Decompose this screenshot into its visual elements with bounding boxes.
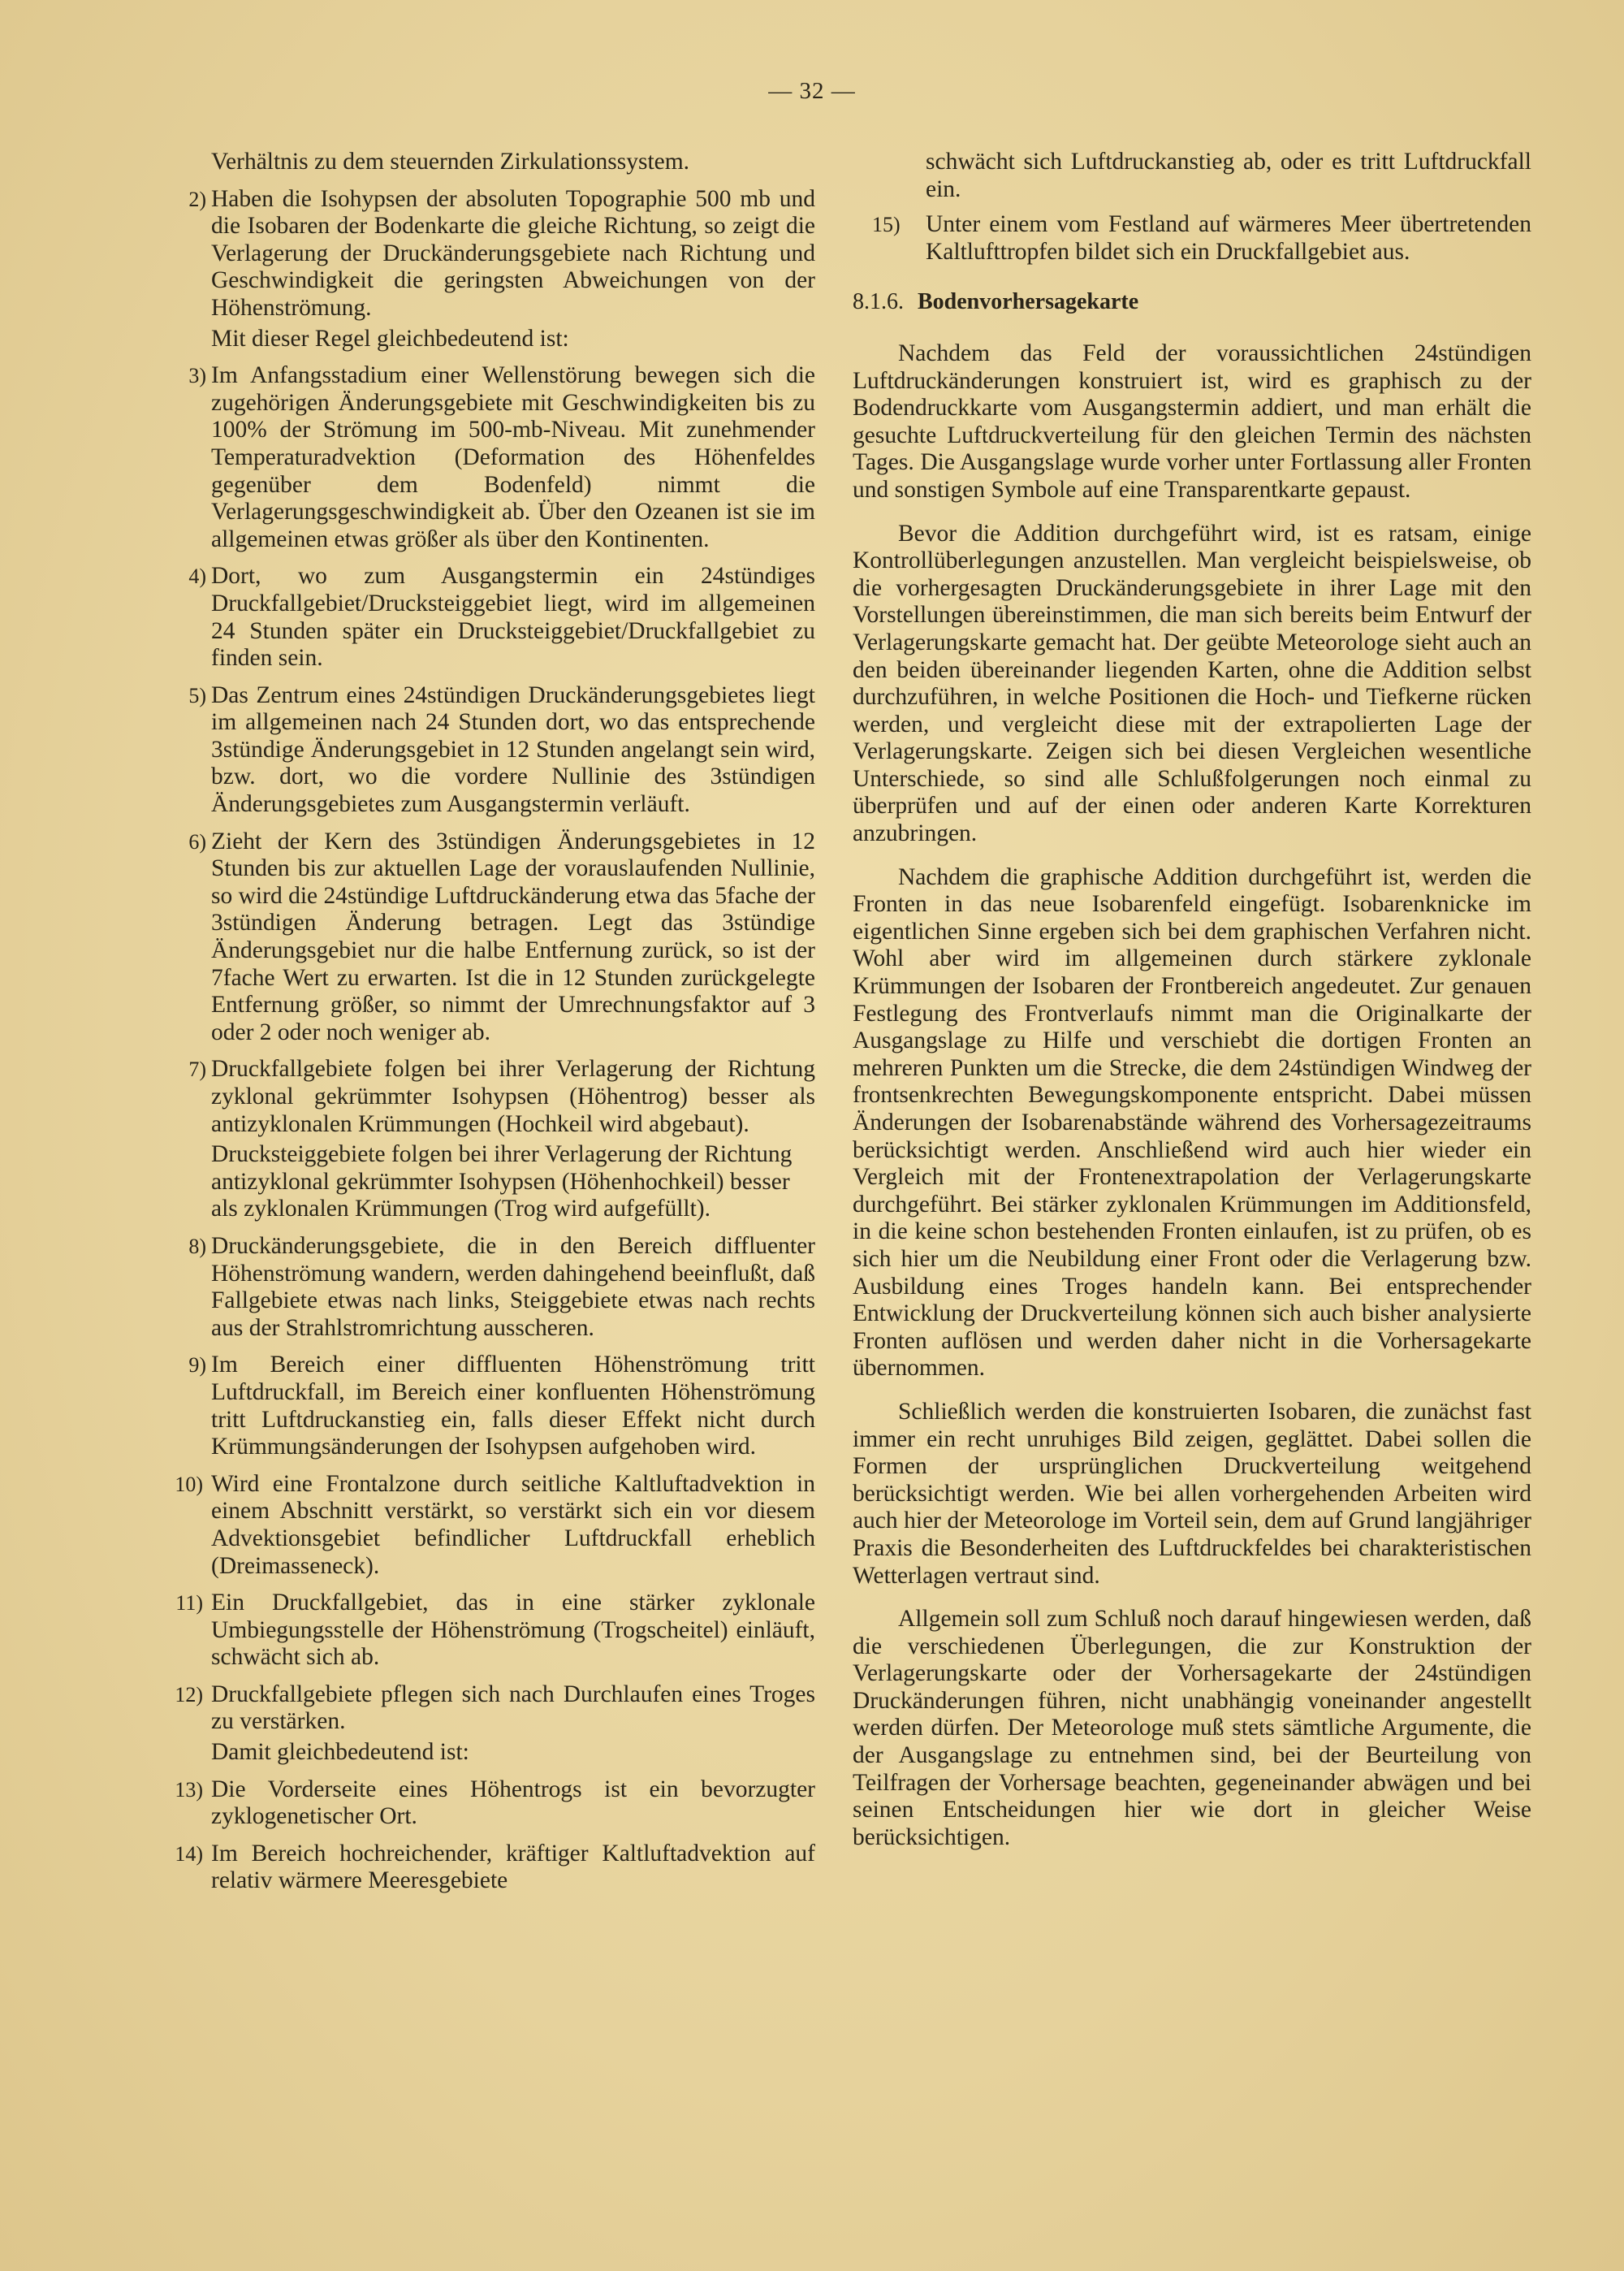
list-text: Haben die Isohypsen der absoluten Topographie 500 mb und die Isobaren der Bodenkarte die gleiche Richtung, so zeigt die Verlagerung der Druckänderungsgebiete nach Richtung und Geschwindigkeit die geringsten Abweichungen von der Höhenströmung.: [211, 185, 815, 321]
list-number: 11): [175, 1591, 203, 1616]
list-item-12: [166, 1681, 815, 1767]
list-item-5: [166, 682, 815, 819]
list-subtext: Mit dieser Regel gleichbedeutend ist:: [211, 325, 569, 352]
paragraph-3: Nachdem die graphische Addition durchgeführt ist, werden die Fronten in das neue Isobarenfeld eingefügt. Isobarenknicke im eigentlichen Sinne ergeben sich bei dem graphischen Verfahren nicht. Wohl aber wird im allgemeinen durch stärkere zyklonale Krümmungen der Isobaren der Frontbereich angedeutet. Zur genauen Festlegung des Frontverlaufs nimmt man die Originalkarte der Ausgangslage zu Hilfe und verschiebt die dortigen Fronten an mehreren Punkten um die Strecke, die dem 24stündigen Windweg der frontsenkrechten Bewegungskomponente entspricht. Dabei müssen Änderungen der Isobarenabstände während des Vorhersagezeitraums berücksichtigt werden. Anschließend wird auch hier wieder ein Vergleich mit der Frontenextrapolation der Verlagerungskarte durchgeführt. Bei stärker zyklonalen Krümmungen im Additionsfeld, in die keine schon bestehenden Fronten einlaufen, ist zu prüfen, ob es sich hier um die Neubildung einer Front oder die Verlagerung bzw. Ausbildung eines Troges handeln kann. Bei entsprechender Entwicklung der Druckverteilung können sich auch bisher analysierte Fronten auflösen und werden daher nicht in die Vorhersagekarte übernommen.: [853, 863, 1531, 1382]
list-item-2: [166, 186, 815, 353]
list-number: 5): [188, 683, 206, 707]
list-number: 9): [188, 1353, 206, 1378]
section-number: 8.1.6.: [853, 289, 904, 315]
list-subtext: Drucksteiggebiete folgen bei ihrer Verlagerung der Richtung antizyklonal gekrümmter Isohypsen (Höhenhochkeil) besser als zyklonalen Krümmungen (Trog wird aufgefüllt).: [211, 1141, 793, 1222]
list-number: 6): [188, 829, 206, 854]
right-continuation: schwächt sich Luftdruckanstieg ab, oder es tritt Luftdruckfall ein.: [926, 149, 1531, 202]
list-number: 7): [188, 1058, 206, 1082]
list-number: 3): [188, 364, 206, 388]
list-item-15: [853, 211, 1531, 266]
list-item-10: [166, 1471, 815, 1580]
paragraph-4: Schließlich werden die konstruierten Isobaren, die zunächst fast immer ein recht unruhiges Bild zeigen, geglättet. Dabei sollen die Formen der ursprünglichen Druckverteilung weitgehend berücksichtigt werden. Wie bei allen vorhergehenden Arbeiten wird auch hier der Meteorologe im Vorteil sein, dem auf Grund langjähriger Praxis die Besonderheiten des Luftdruckfeldes bei charakteristischen Wetterlagen vertraut sind.: [853, 1398, 1531, 1589]
list-text: Druckfallgebiete pflegen sich nach Durchlaufen eines Troges zu verstärken.: [211, 1681, 815, 1735]
list-number: 2): [188, 187, 206, 211]
left-intro-continuation: Verhältnis zu dem steuernden Zirkulationssystem.: [211, 149, 690, 175]
right-column: [853, 149, 1531, 1867]
list-text: Die Vorderseite eines Höhentrogs ist ein bevorzugter zyklogenetischer Ort.: [211, 1776, 815, 1830]
list-text: Wird eine Frontalzone durch seitliche Kaltluftadvektion in einem Abschnitt verstärkt, so verstärkt sich ein vor diesem Advektionsgebiet befindlicher Luftdruckfall erheblich (Dreimasseneck).: [211, 1470, 815, 1579]
paragraph-5: Allgemein soll zum Schluß noch darauf hingewiesen werden, daß die verschiedenen Überlegungen, die zur Konstruktion der Verlagerungskarte oder der Vorhersagekarte der 24stündigen Druckänderungen führen, nicht unabhängig voneinander angestellt werden dürfen. Der Meteorologe muß stets sämtliche Argumente, die der Ausgangslage zu entnehmen sind, bei der Beurteilung von Teilfragen der Vorhersage beachten, gegeneinander abwägen und bei seinen Entscheidungen hier wie dort in gleicher Weise berücksichtigen.: [853, 1606, 1531, 1850]
list-number: 15): [872, 213, 901, 237]
list-text: Zieht der Kern des 3stündigen Änderungsgebietes in 12 Stunden bis zur aktuellen Lage der vorauslaufenden Nullinie, so wird die 24stündige Luftdruckänderung etwa das 5fache der 3stündigen Änderung betragen. Legt das 3stündige Änderungsgebiet nur die halbe Entfernung zurück, so ist der 7fache Wert zu erwarten. Ist die in 12 Stunden zurückgelegte Entfernung größer, so nimmt der Umrechnungsfaktor auf 3 oder 2 oder noch weniger ab.: [211, 828, 815, 1045]
list-number: 12): [175, 1682, 203, 1706]
section-heading: [853, 288, 1531, 316]
list-number: 8): [188, 1234, 206, 1258]
list-text: Dort, wo zum Ausgangstermin ein 24stündiges Druckfallgebiet/Drucksteiggebiet liegt, wird im allgemeinen 24 Stunden später ein Drucksteiggebiet/Druckfallgebiet zu finden sein.: [211, 563, 815, 672]
list-number: 10): [175, 1472, 203, 1496]
list-text: Im Bereich hochreichender, kräftiger Kaltluftadvektion auf relativ wärmere Meeresgebiete: [211, 1840, 815, 1894]
list-text: Im Anfangsstadium einer Wellenstörung bewegen sich die zugehörigen Änderungsgebiete mit Geschwindigkeiten bis zu 100% der Strömung im 500-mb-Niveau. Mit zunehmender Temperaturadvektion (Deformation des Höhenfeldes gegenüber dem Bodenfeld) nimmt die Verlagerungsgeschwindigkeit ab. Über den Ozeanen ist sie im allgemeinen etwas größer als über den Kontinenten.: [211, 362, 815, 552]
list-item-6: [166, 828, 815, 1047]
list-item-11: [166, 1590, 815, 1672]
list-subtext: Damit gleichbedeutend ist:: [211, 1739, 469, 1766]
paragraph-1: Nachdem das Feld der voraussichtlichen 24stündigen Luftdruckänderungen konstruiert ist, wird es graphisch zu der Bodendruckkarte vom Ausgangstermin addiert, und man erhält die gesuchte Luftdruckverteilung für den gleichen Termin des nächsten Tages. Die Ausgangslage wurde vorher unter Fortlassung aller Fronten und sonstigen Symbole auf eine Transparentkarte gepaust.: [853, 340, 1531, 503]
list-item-4: [166, 563, 815, 672]
list-text: Im Bereich einer diffluenten Höhenströmung tritt Luftdruckfall, im Bereich einer konfluenten Höhenströmung tritt Luftdruckanstieg ein, falls dieser Effekt nicht durch Krümmungsänderungen der Isohypsen aufgehoben wird.: [211, 1352, 815, 1460]
page-number: — 32 —: [768, 78, 856, 104]
list-text: Druckfallgebiete folgen bei ihrer Verlagerung der Richtung zyklonal gekrümmter Isohypsen (Höhentrog) besser als antizyklonalen Krümmungen (Hochkeil wird abgebaut).: [211, 1056, 815, 1137]
list-text: Unter einem vom Festland auf wärmeres Meer übertretenden Kaltlufttropfen bildet sich ein Druckfallgebiet aus.: [926, 211, 1531, 265]
list-text: Das Zentrum eines 24stündigen Druckänderungsgebietes liegt im allgemeinen nach 24 Stunden dort, wo das entsprechende 3stündige Änderungsgebiet in 12 Stunden angelangt sein wird, bzw. dort, wo die vordere Nullinie des 3stündigen Änderungsgebietes zum Ausgangstermin verläuft.: [211, 681, 815, 818]
list-text: Ein Druckfallgebiet, das in eine stärker zyklonale Umbiegungsstelle der Höhenströmung (Trogscheitel) einläuft, schwächt sich ab.: [211, 1590, 815, 1671]
list-item-3: [166, 362, 815, 553]
list-number: 14): [175, 1841, 203, 1866]
paragraph-2: Bevor die Addition durchgeführt wird, ist es ratsam, einige Kontrollüberlegungen anzustellen. Man vergleicht beispielsweise, ob die vorhergesagten Druckänderungsgebiete in ihrer Lage mit den Vorstellungen übereinstimmen, die man sich bereits beim Entwurf der Verlagerungskarte gemacht hat. Der geübte Meteorologe sieht auch an den beiden übereinander liegenden Karten, ohne die Addition selbst durchzuführen, in welche Positionen die Hoch- und Tiefkerne rücken werden, und vergleicht diese mit der extrapolierten Lage der Verlagerungskarte. Zeigen sich bei diesen Vergleichen wesentliche Unterschiede, so sind alle Schlußfolgerungen noch einmal zu überprüfen und auf der einen oder anderen Karte Korrekturen anzubringen.: [853, 520, 1531, 847]
list-item-13: [166, 1776, 815, 1831]
list-item-8: [166, 1233, 815, 1342]
section-title: Bodenvorhersagekarte: [918, 289, 1139, 315]
list-item-9: [166, 1352, 815, 1460]
list-text: Druckänderungsgebiete, die in den Bereich diffluenter Höhenströmung wandern, werden dahingehend beeinflußt, daß Fallgebiete etwas nach links, Steiggebiete etwas nach rechts aus der Strahlstromrichtung ausscheren.: [211, 1232, 815, 1341]
list-item-7: [166, 1056, 815, 1223]
list-number: 4): [188, 565, 206, 589]
left-column: [166, 149, 815, 1905]
list-item-14: [166, 1841, 815, 1895]
list-number: 13): [175, 1777, 203, 1802]
